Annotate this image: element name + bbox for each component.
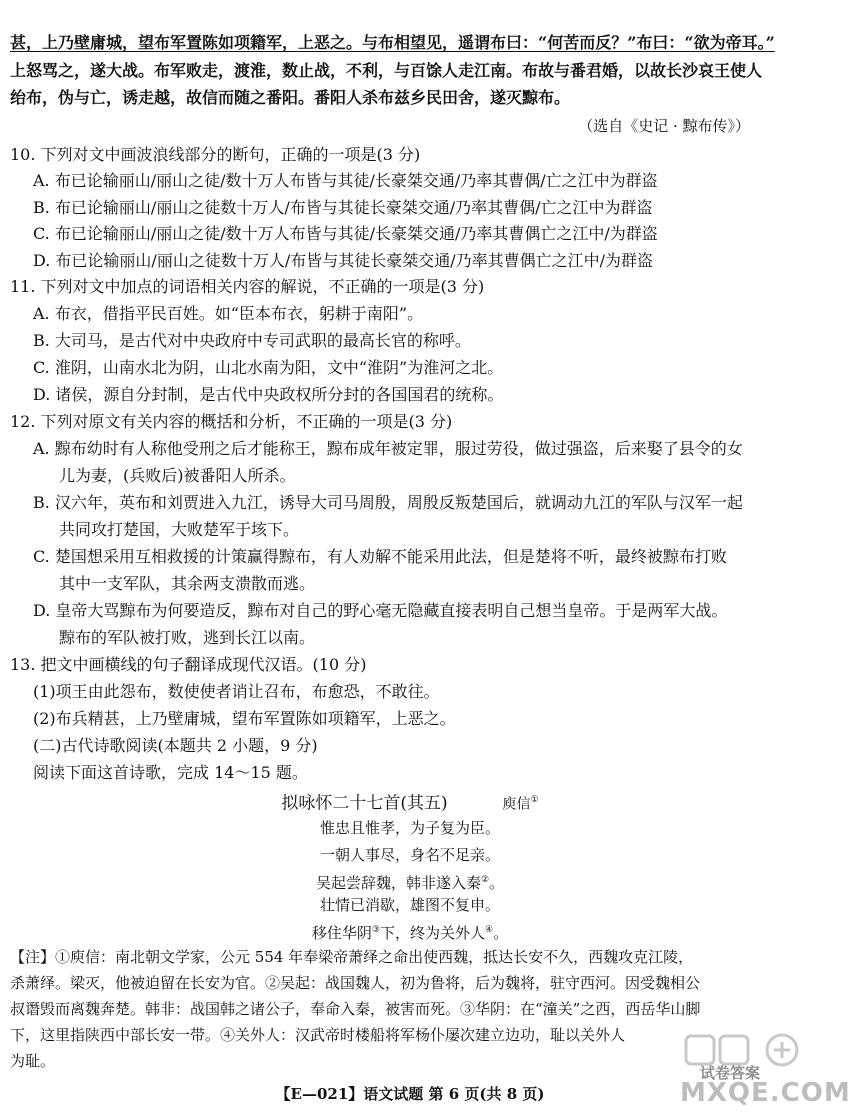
passage-line-1: 甚，上乃壁庸城，望布军置陈如项籍军，上恶之。与布相望见，遥谓布曰：“何苦而反？”布曰：“欲为帝耳。” (10, 33, 775, 52)
poem-line-5: 移住华阴③下，终为关外人④。 (311, 924, 509, 942)
q12-option-d-cont: 黥布的军队被打败，逃到长江以南。 (59, 628, 316, 647)
q12-option-c: C. 楚国想采用互相救援的计策赢得黥布，有人劝解不能采用此法，但是楚将不听，最终被黥布打败 (33, 547, 727, 566)
poem-author-note: ① (530, 795, 539, 805)
q10-option-a: A. 布已论输丽山/丽山之徒/数十万人布皆与其徒/长豪桀交通/乃率其曹偶/亡之江中为群盗 (33, 171, 658, 190)
poem-title: 拟咏怀二十七首(其五) (281, 793, 448, 814)
note-line-4: 下，这里指陕西中部长安一带。④关外人：汉武帝时楼船将军杨仆屡次建立边功，耻以关外人 (10, 1026, 626, 1044)
q12-option-c-cont: 其中一支军队，其余两支溃散而逃。 (59, 574, 316, 593)
q10-option-b: B. 布已论输丽山/丽山之徒数十万人/布皆与其徒长豪桀交通/乃率其曹偶/亡之江中为群盗 (33, 198, 653, 217)
poem-header (230, 788, 590, 817)
watermark-domain: MXQE.COM (680, 1078, 851, 1108)
poem-author: 庾信 (502, 796, 531, 813)
section2-instruction: 阅读下面这首诗歌，完成 14～15 题。 (33, 763, 308, 782)
q11-option-c: C. 淮阴，山南水北为阴，山北水南为阳，文中“淮阴”为淮河之北。 (33, 358, 504, 377)
q10-stem: 10. 下列对文中画波浪线部分的断句，正确的一项是(3 分) (10, 145, 421, 164)
poem-line-4: 壮情已消歇，雄图不复申。 (319, 896, 500, 914)
passage-line-3: 绐布，伪与亡，诱走越，故信而随之番阳。番阳人杀布兹乡民田舍，遂灭黥布。 (10, 88, 571, 107)
section2-heading: (二)古代诗歌阅读(本题共 2 小题，9 分) (33, 736, 318, 755)
q12-option-b: B. 汉六年，英布和刘贾进入九江，诱导大司马周殷，周殷反叛楚国后，就调动九江的军队与汉军一起 (33, 493, 743, 512)
q12-option-a: A. 黥布幼时有人称他受刑之后才能称王，黥布成年被定罪，服过劳役，做过强盗，后来娶了县令的女 (33, 439, 743, 458)
q10-option-c: C. 布已论输丽山/丽山之徒/数十万人布皆与其徒/长豪桀交通/乃率其曹偶亡之江中/为群盗 (33, 224, 658, 243)
q11-option-b: B. 大司马，是古代对中央政府中专司武职的最高长官的称呼。 (33, 331, 471, 350)
note-line-5: 为耻。 (10, 1052, 56, 1070)
passage-source: （选自《史记 · 黥布传》） (578, 117, 750, 135)
poem-line-3: 吴起尝辞魏，韩非遂入秦②。 (315, 874, 505, 892)
q12-option-a-cont: 儿为妻，(兵败后)被番阳人所杀。 (59, 466, 296, 485)
q11-option-a: A. 布衣，借指平民百姓。如“臣本布衣，躬耕于南阳”。 (33, 304, 424, 323)
poem-line-2: 一朝人事尽，身名不足亲。 (319, 846, 500, 864)
watermark-subtext: 试卷答案 (700, 1064, 761, 1082)
q11-option-d: D. 诸侯，源自分封制，是古代中央政权所分封的各国国君的统称。 (33, 385, 504, 404)
note-line-3: 叔谮毁而离魏奔楚。韩非：战国韩之诸公子，奉命入秦，被害而死。③华阴：在“潼关”之西，西岳华山脚 (10, 1000, 701, 1018)
note-line-2: 杀萧绎。梁灭，他被迫留在长安为官。②吴起：战国魏人，初为鲁将，后为魏将，驻守西河。因受魏相公 (10, 974, 701, 992)
note-line-1: 【注】①庾信：南北朝文学家，公元 554 年奉梁帝萧绎之命出使西魏，抵达长安不久，西魏攻克江陵， (10, 948, 694, 966)
q10-option-d: D. 布已论输丽山/丽山之徒数十万人/布皆与其徒长豪桀交通/乃率其曹偶亡之江中/为群盗 (33, 251, 653, 270)
q11-stem: 11. 下列对文中加点的词语相关内容的解说，不正确的一项是(3 分) (10, 277, 485, 296)
poem-line-1: 惟忠且惟孝，为子复为臣。 (319, 819, 500, 837)
passage-line-2: 上怒骂之，遂大战。布军败走，渡淮，数止战，不利，与百馀人走江南。布故与番君婚，以故长沙哀王使人 (10, 61, 763, 80)
q13-item-2: (2)布兵精甚，上乃壁庸城，望布军置陈如项籍军，上恶之。 (33, 709, 456, 728)
q13-item-1: (1)项王由此怨布，数使使者诮让召布，布愈恐，不敢往。 (33, 682, 440, 701)
watermark (640, 1030, 851, 1112)
page-footer: 【E—021】语文试题 第 6 页(共 8 页) (275, 1085, 545, 1103)
q12-stem: 12. 下列对原文有关内容的概括和分析，不正确的一项是(3 分) (10, 412, 453, 431)
q12-option-d: D. 皇帝大骂黥布为何要造反，黥布对自己的野心毫无隐藏直接表明自己想当皇帝。于是两军大战。 (33, 601, 728, 620)
q13-stem: 13. 把文中画横线的句子翻译成现代汉语。(10 分) (10, 655, 367, 674)
q12-option-b-cont: 共同攻打楚国，大败楚军于垓下。 (59, 520, 300, 539)
